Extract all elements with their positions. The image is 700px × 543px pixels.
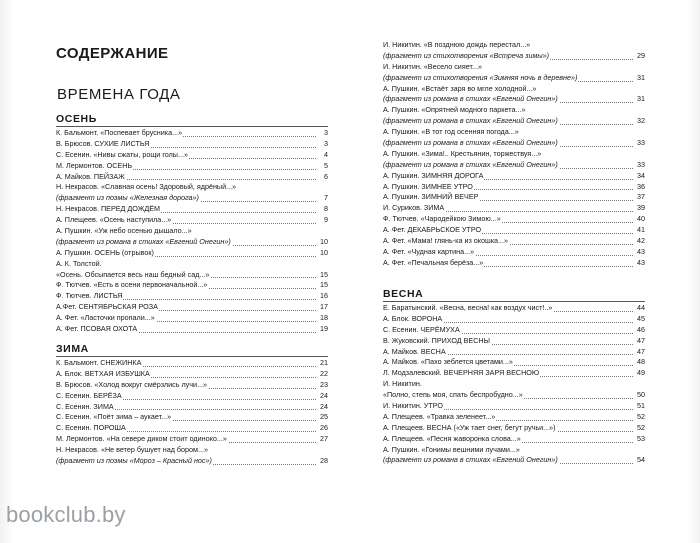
toc-entry <box>383 303 645 314</box>
toc-entry-page: 48 <box>634 357 645 368</box>
toc-entry-text: С. Есенин. БЕРЁЗА <box>56 390 122 400</box>
toc-entry-text: А. Плещеев. «Осень наступила...» <box>56 215 172 225</box>
toc-entry <box>383 105 645 116</box>
toc-entry-page: 4 <box>317 150 328 161</box>
toc-entry <box>56 248 328 259</box>
toc-entry-text: А. Блок. ВОРОНА <box>383 313 443 323</box>
toc-entry <box>383 258 645 269</box>
toc-entry-text: (фрагмент из стихотворения «Встреча зимы») <box>383 50 550 60</box>
toc-entry <box>383 357 645 368</box>
toc-entry <box>56 302 328 313</box>
toc-entry-text: (фрагмент из романа в стихах «Евгений Онегин») <box>383 455 558 465</box>
toc-entry-page: 10 <box>317 248 328 259</box>
toc-entry-text: (фрагмент из поэмы «Железная дорога») <box>56 193 199 203</box>
toc-entry-text: (фрагмент из романа в стихах «Евгений Онегин») <box>383 138 558 148</box>
toc-entry <box>56 456 328 467</box>
toc-entry-text: С. Есенин. «Нивы сжаты, рощи голы...» <box>56 149 188 159</box>
toc-entry <box>383 94 645 105</box>
toc-entry <box>383 434 645 445</box>
toc-entry <box>383 192 645 203</box>
toc-entry <box>56 215 328 226</box>
toc-entry <box>56 172 328 183</box>
toc-entry <box>383 379 645 390</box>
toc-entry <box>56 150 328 161</box>
toc-entry <box>56 380 328 391</box>
toc-entry-page: 43 <box>634 247 645 258</box>
toc-entry-text: А. Пушкин. «Уж небо осенью дышало...» <box>56 226 192 236</box>
toc-entry <box>56 369 328 380</box>
toc-entry-page: 3 <box>317 139 328 150</box>
toc-entry-text: (фрагмент из романа в стихах «Евгений Онегин») <box>383 159 558 169</box>
toc-entry-text: В. Брюсов. СУХИЕ ЛИСТЬЯ <box>56 138 150 148</box>
toc-entry-page: 40 <box>634 214 645 225</box>
toc-entry-text: А. Плещеев. «Песня жаворонка слова...» <box>383 433 521 443</box>
toc-entry <box>383 160 645 171</box>
toc-entry-page: 15 <box>317 270 328 281</box>
toc-heading: СОДЕРЖАНИЕ <box>56 45 169 62</box>
autumn-entries <box>56 128 328 335</box>
autumn-section <box>56 113 328 335</box>
toc-entry-text: С. Есенин. ЧЕРЁМУХА <box>383 324 460 334</box>
toc-entry <box>56 204 328 215</box>
toc-entry-page: 26 <box>317 423 328 434</box>
toc-entry-text: (фрагмент из романа в стихах «Евгений Онегин») <box>383 116 558 126</box>
toc-entry-page: 50 <box>634 390 645 401</box>
toc-entry-page: 7 <box>317 193 328 204</box>
toc-entry <box>383 390 645 401</box>
toc-entry-page: 9 <box>317 215 328 226</box>
toc-entry-page: 19 <box>317 324 328 335</box>
toc-entry <box>383 247 645 258</box>
toc-entry-page: 29 <box>634 51 645 62</box>
toc-entry <box>383 73 645 84</box>
toc-entry <box>383 445 645 456</box>
toc-entry <box>56 391 328 402</box>
toc-entry <box>383 336 645 347</box>
toc-entry-page: 24 <box>317 402 328 413</box>
toc-entry-text: А. Фет. «Печальная берёза...» <box>383 257 484 267</box>
watermark-text: bookclub.by <box>6 502 126 527</box>
autumn-title: ОСЕНЬ <box>56 113 328 127</box>
toc-entry <box>56 259 328 270</box>
toc-entry <box>383 225 645 236</box>
toc-entry-text: А. Пушкин. ЗИМНЕЕ УТРО <box>383 181 473 191</box>
toc-entry-text: А. Плещеев. ВЕСНА («Уж тает снег, бегут ручьи...») <box>383 422 556 432</box>
toc-entry <box>56 358 328 369</box>
winter-entries <box>56 358 328 467</box>
toc-entry <box>383 116 645 127</box>
toc-entry-page: 44 <box>634 303 645 314</box>
toc-entry-text: А. Плещеев. «Травка зеленеет...» <box>383 411 496 421</box>
toc-entry-page: 36 <box>634 182 645 193</box>
spring-entries <box>383 303 645 466</box>
toc-entry-page: 32 <box>634 116 645 127</box>
winter-continued-entries <box>383 40 645 269</box>
toc-entry-text: И. Никитин. УТРО <box>383 401 443 411</box>
toc-entry <box>383 40 645 51</box>
seasons-section-title: ВРЕМЕНА ГОДА <box>57 86 181 103</box>
toc-entry-page: 31 <box>634 94 645 105</box>
toc-entry <box>56 324 328 335</box>
toc-entry-page: 25 <box>317 412 328 423</box>
toc-entry-text: А. Фет. «Чудная картина...» <box>383 246 475 256</box>
toc-entry <box>383 214 645 225</box>
toc-entry-text: А. Фет. ДЕКАБРЬСКОЕ УТРО <box>383 225 482 235</box>
toc-entry <box>383 455 645 466</box>
toc-entry-text: А. Пушкин. «В тот год осенняя погода...» <box>383 127 519 137</box>
toc-entry-text: А. Блок. ВЕТХАЯ ИЗБУШКА <box>56 368 150 378</box>
toc-entry <box>383 401 645 412</box>
toc-entry-text: (фрагмент из стихотворения «Зимняя ночь в деревне») <box>383 72 578 82</box>
toc-entry-page: 45 <box>634 314 645 325</box>
toc-entry <box>383 51 645 62</box>
toc-entry-text: «Полно, степь моя, спать беспробудно...» <box>383 390 523 400</box>
toc-entry-page: 33 <box>634 138 645 149</box>
toc-entry-text: А. Пушкин. «Зима!.. Крестьянин, торжествуя...» <box>383 148 542 158</box>
winter-title: ЗИМА <box>56 343 328 357</box>
toc-entry <box>56 128 328 139</box>
toc-entry <box>383 203 645 214</box>
toc-entry-text: И. Суриков. ЗИМА <box>383 203 445 213</box>
toc-entry <box>383 171 645 182</box>
toc-entry-text: А. Пушкин. ОСЕНЬ (отрывок) <box>56 247 154 257</box>
toc-entry <box>383 84 645 95</box>
toc-entry <box>56 434 328 445</box>
toc-entry-page: 28 <box>317 456 328 467</box>
toc-entry-page: 49 <box>634 368 645 379</box>
toc-entry-text: Ф. Тютчев. «Есть в осени первоначальной...» <box>56 280 208 290</box>
toc-entry-page: 42 <box>634 236 645 247</box>
toc-entry <box>56 291 328 302</box>
toc-entry <box>56 412 328 423</box>
toc-entry <box>56 445 328 456</box>
toc-entry-text: А. Пушкин. «Встаёт заря во мгле холодной...» <box>383 83 537 93</box>
toc-entry <box>383 347 645 358</box>
toc-entry-page: 51 <box>634 401 645 412</box>
toc-entry <box>383 62 645 73</box>
toc-entry-text: А. Фет. «Мама! глянь-ка из окошка...» <box>383 236 509 246</box>
toc-entry-page: 46 <box>634 325 645 336</box>
toc-entry-page: 17 <box>317 302 328 313</box>
toc-entry <box>383 368 645 379</box>
toc-entry-text: А. Пушкин. ЗИМНИЙ ВЕЧЕР <box>383 192 479 202</box>
toc-entry <box>56 423 328 434</box>
toc-entry-text: А. Пушкин. «Гонимы вешними лучами...» <box>383 444 520 454</box>
toc-entry-page: 47 <box>634 347 645 358</box>
toc-entry-text: А. Пушкин. «Опрятней модного паркета...» <box>383 105 526 115</box>
toc-entry <box>383 325 645 336</box>
toc-entry <box>383 127 645 138</box>
toc-entry <box>383 314 645 325</box>
toc-entry-text: Ф. Тютчев. «Чародейкою Зимою...» <box>383 214 501 224</box>
toc-entry-text: (фрагмент из поэмы «Мороз – Красный нос») <box>56 456 212 466</box>
toc-entry-page: 31 <box>634 73 645 84</box>
toc-entry-text: Н. Некрасов. ПЕРЕД ДОЖДЁМ <box>56 204 160 214</box>
toc-entry-page: 41 <box>634 225 645 236</box>
toc-entry-page: 16 <box>317 291 328 302</box>
spring-title: ВЕСНА <box>383 288 645 302</box>
toc-entry-text: (фрагмент из романа в стихах «Евгений Онегин») <box>56 236 231 246</box>
toc-entry-page: 33 <box>634 160 645 171</box>
toc-entry-page: 53 <box>634 434 645 445</box>
toc-entry-page: 6 <box>317 172 328 183</box>
toc-entry-page: 52 <box>634 412 645 423</box>
toc-entry <box>56 313 328 324</box>
toc-entry <box>383 138 645 149</box>
toc-entry-page: 34 <box>634 171 645 182</box>
toc-entry <box>56 270 328 281</box>
toc-entry-page: 21 <box>317 358 328 369</box>
toc-entry-text: А. Майков. ПЕЙЗАЖ <box>56 171 125 181</box>
toc-entry-text: И. Никитин. «В позднюю дождь перестал...» <box>383 40 531 49</box>
toc-entry-text: К. Бальмонт. «Поспевает брусника...» <box>56 128 183 137</box>
toc-entry <box>383 182 645 193</box>
spring-section <box>383 288 645 466</box>
toc-entry-page: 8 <box>317 204 328 215</box>
toc-entry-text: «Осень. Обсыпается весь наш бедный сад...» <box>56 269 210 279</box>
toc-entry-text: Ф. Тютчев. ЛИСТЬЯ <box>56 291 123 301</box>
toc-entry-text: А. К. Толстой. <box>56 258 102 268</box>
toc-entry-text: В. Жуковский. ПРИХОД ВЕСНЫ <box>383 335 490 345</box>
toc-entry-page: 10 <box>317 237 328 248</box>
toc-entry-text: И. Никитин. <box>383 379 422 389</box>
toc-entry <box>56 280 328 291</box>
toc-entry <box>56 237 328 248</box>
toc-entry <box>383 412 645 423</box>
toc-entry-text: С. Есенин. ПОРОША <box>56 423 126 433</box>
toc-entry-text: Л. Модзалевский. ВЕЧЕРНЯЯ ЗАРЯ ВЕСНОЮ <box>383 368 540 378</box>
toc-entry-page: 39 <box>634 203 645 214</box>
toc-entry-text: А. Майков. «Пахо зеблется цветами...» <box>383 357 513 367</box>
toc-entry-page: 15 <box>317 280 328 291</box>
toc-entry-text: К. Бальмонт. СНЕЖИНКА <box>56 358 142 367</box>
toc-entry-page: 3 <box>317 128 328 139</box>
toc-entry-text: Н. Некрасов. «Не ветер бушует над бором...» <box>56 445 208 455</box>
toc-entry <box>383 236 645 247</box>
toc-entry <box>56 193 328 204</box>
toc-entry-page: 23 <box>317 380 328 391</box>
toc-entry-page: 52 <box>634 423 645 434</box>
toc-entry-page: 54 <box>634 455 645 466</box>
toc-entry <box>56 226 328 237</box>
toc-entry <box>383 423 645 434</box>
toc-entry-text: С. Есенин. ЗИМА <box>56 401 114 411</box>
toc-entry-text: (фрагмент из романа в стихах «Евгений Онегин») <box>383 94 558 104</box>
toc-entry-text: М. Лермонтов. «На севере диком стоит одиноко...» <box>56 434 227 444</box>
toc-entry <box>56 161 328 172</box>
toc-entry-text: А. Фет. «Ласточки пропали...» <box>56 313 155 323</box>
toc-entry <box>56 402 328 413</box>
toc-entry <box>383 149 645 160</box>
toc-entry-page: 37 <box>634 192 645 203</box>
toc-entry-text: С. Есенин. «Поёт зима – аукает...» <box>56 412 172 422</box>
toc-entry <box>56 139 328 150</box>
toc-entry-text: В. Брюсов. «Холод вокруг смёрзлись лучи...» <box>56 379 207 389</box>
toc-entry-text: И. Никитин. «Весело сияет...» <box>383 61 482 71</box>
toc-entry-page: 47 <box>634 336 645 347</box>
toc-entry-text: А. Фет. ПСОВАЯ ОХОТА <box>56 324 138 334</box>
toc-entry-page: 18 <box>317 313 328 324</box>
toc-entry-text: А. Майков. ВЕСНА <box>383 346 446 356</box>
toc-entry <box>56 182 328 193</box>
toc-entry-page: 5 <box>317 161 328 172</box>
toc-entry-text: Н. Некрасов. «Славная осень! Здоровый, ядрёный...» <box>56 182 237 192</box>
toc-entry-page: 27 <box>317 434 328 445</box>
winter-section <box>56 343 328 467</box>
toc-entry-text: А. Пушкин. ЗИМНЯЯ ДОРОГА <box>383 170 484 180</box>
toc-entry-page: 22 <box>317 369 328 380</box>
toc-entry-text: Е. Баратынский. «Весна, весна! как воздух чист!..» <box>383 303 553 312</box>
toc-entry-text: М. Лермонтов. ОСЕНЬ <box>56 160 133 170</box>
winter-continued-section <box>383 40 645 269</box>
toc-entry-page: 24 <box>317 391 328 402</box>
toc-entry-page: 43 <box>634 258 645 269</box>
toc-entry-text: А.Фет. СЕНТЯБРЬСКАЯ РОЗА <box>56 302 158 312</box>
